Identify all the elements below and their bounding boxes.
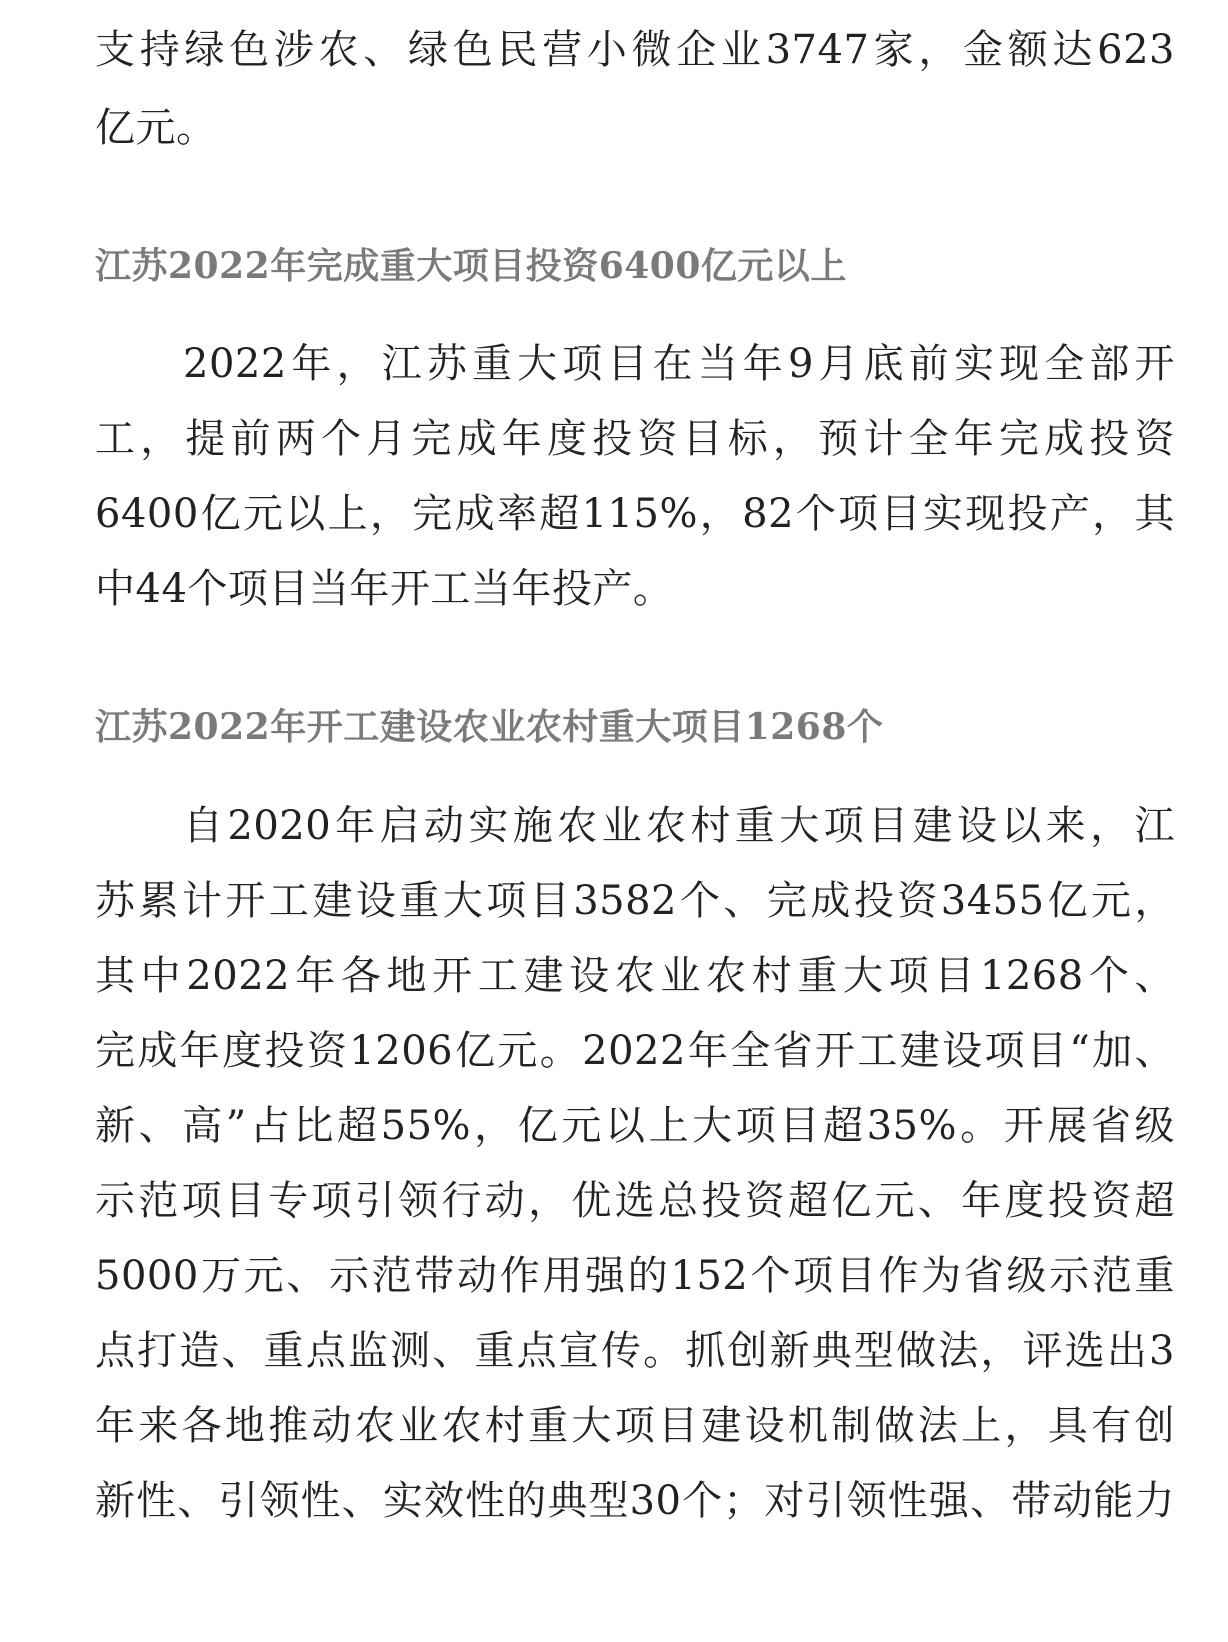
section2-line-9: 年来各地推动农业农村重大项目建设机制做法上，具有创 bbox=[95, 1403, 1175, 1449]
section2-line-2: 苏累计开工建设重大项目3582个、完成投资3455亿元， bbox=[95, 878, 1175, 924]
section2-line-1: 自2020年启动实施农业农村重大项目建设以来，江 bbox=[183, 803, 1175, 849]
section2-line-6: 示范项目专项引领行动，优选总投资超亿元、年度投资超 bbox=[95, 1178, 1175, 1224]
section1-line-4: 中44个项目当年开工当年投产。 bbox=[95, 566, 674, 612]
intro-line-2: 亿元。 bbox=[95, 105, 217, 151]
section2-line-10: 新性、引领性、实效性的典型30个；对引领性强、带动能力 bbox=[95, 1478, 1175, 1524]
section2-line-4: 完成年度投资1206亿元。2022年全省开工建设项目“加、 bbox=[95, 1028, 1175, 1074]
section1-heading: 江苏2022年完成重大项目投资6400亿元以上 bbox=[95, 245, 847, 287]
section1-line-1: 2022年，江苏重大项目在当年9月底前实现全部开 bbox=[183, 341, 1175, 387]
section2-line-3: 其中2022年各地开工建设农业农村重大项目1268个、 bbox=[95, 953, 1175, 999]
section2-line-5: 新、高”占比超55%，亿元以上大项目超35%。开展省级 bbox=[95, 1103, 1175, 1149]
section2-heading: 江苏2022年开工建设农业农村重大项目1268个 bbox=[95, 706, 884, 748]
intro-line-1: 支持绿色涉农、绿色民营小微企业3747家，金额达623 bbox=[95, 27, 1175, 73]
section1-line-2: 工，提前两个月完成年度投资目标，预计全年完成投资 bbox=[95, 416, 1175, 462]
section1-line-3: 6400亿元以上，完成率超115%，82个项目实现投产，其 bbox=[95, 491, 1175, 537]
section2-line-7: 5000万元、示范带动作用强的152个项目作为省级示范重 bbox=[95, 1253, 1175, 1299]
section2-line-8: 点打造、重点监测、重点宣传。抓创新典型做法，评选出3 bbox=[95, 1328, 1175, 1374]
